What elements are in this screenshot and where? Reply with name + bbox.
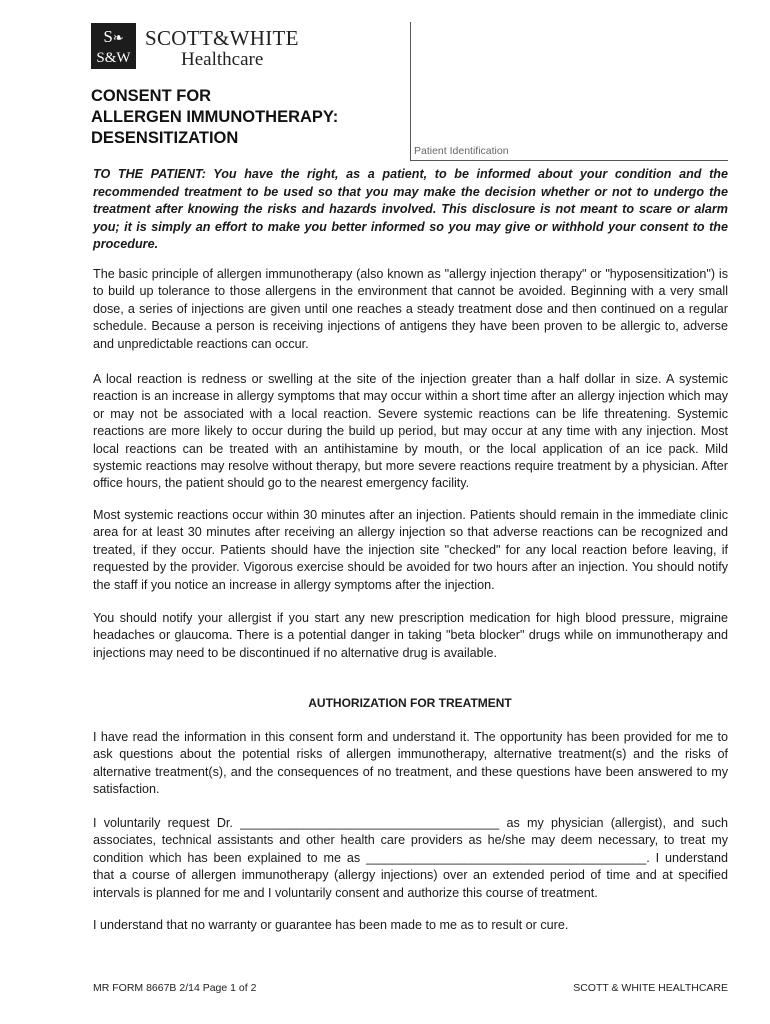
- authorization-paragraph-warranty: I understand that no warranty or guarantee has been made to me as to result or cure.: [93, 918, 569, 932]
- logo-mark: S❧ S&W: [91, 23, 136, 69]
- intro-paragraph: TO THE PATIENT: You have the right, as a patient, to be informed about your condition and the recommended treatment to be used so that you may make the decision whether or not to undergo the treatment after knowing the risks and hazards involved. This disclosure is not meant to scare or alarm you; it is simply an effort to make you better informed so you may give or withhold your consent to the procedure.: [93, 167, 728, 252]
- org-sub: Healthcare: [181, 49, 264, 70]
- logo-mark-text: S&W: [96, 50, 131, 66]
- patient-id-box-border-left: [410, 22, 411, 160]
- paragraph-reactions: A local reaction is redness or swelling at the site of the injection greater than a half dollar in size. A systemic reaction is an increase in allergy symptoms that may occur within a short time after an allergy injection which may or may not be associated with a local reaction. Severe systemic reactions can be life threatening. Systemic reactions are more likely to occur during the build up period, but may occur at any time with any injection. Most local reactions can be treated with an antihistamine by mouth, or the local application of an ice pack. Mild systemic reactions may resolve without therapy, but more severe reactions require treatment by a physician. After office hours, the patient should go to the nearest emergency facility.: [93, 372, 728, 491]
- footer-org: SCOTT & WHITE HEALTHCARE: [573, 982, 728, 994]
- patient-id-box-border-bottom: [410, 160, 728, 161]
- title-line-2: ALLERGEN IMMUNOTHERAPY:: [91, 108, 339, 126]
- paragraph-medications: You should notify your allergist if you start any new prescription medication for high blood pressure, migraine headaches or glaucoma. There is a potential danger in taking "beta blocker" drugs while on immunotherapy and injections may need to be discontinued if no alternative drug is available.: [93, 611, 728, 660]
- title-line-3: DESENSITIZATION: [91, 129, 239, 147]
- org-name: SCOTT&WHITE: [145, 26, 299, 50]
- authorization-paragraph-request: I voluntarily request Dr. _____________________________________ as my physician (allergist), and such associates, technical assistants and other health care providers as he/she may deem necessary, to treat my condition which has been explained to me as ________________________________________. I understand that a course of allergen immunotherapy (allergy injections) over an extended period of time and at specified intervals is planned for me and I voluntarily consent and authorize this course of treatment.: [93, 816, 728, 900]
- authorization-paragraph-read: I have read the information in this consent form and understand it. The opportunity has been provided for me to ask questions about the potential risks of allergen immunotherapy, alternative treatment(s) and the risks of alternative treatment(s), and the consequences of no treatment, and these questions have been answered to my satisfaction.: [93, 730, 728, 797]
- title-line-1: CONSENT FOR: [91, 87, 212, 105]
- form-title: [91, 86, 391, 149]
- footer-form-id: MR FORM 8667B 2/14 Page 1 of 2: [93, 982, 257, 994]
- authorization-heading: AUTHORIZATION FOR TREATMENT: [308, 696, 512, 710]
- paragraph-principle: The basic principle of allergen immunotherapy (also known as "allergy injection therapy" or "hyposensitization") is to build up tolerance to those allergens in the environment that cannot be avoided. Beginning with a very small dose, a series of injections are given until one reaches a steady treatment dose and then continued on a regular schedule. Because a person is receiving injections of antigens they have been proven to be allergic to, adverse and unpredictable reactions can occur.: [93, 267, 728, 351]
- patient-id-label: Patient Identification: [414, 145, 509, 157]
- paragraph-timing: Most systemic reactions occur within 30 minutes after an injection. Patients should remain in the immediate clinic area for at least 30 minutes after receiving an allergy injection so that adverse reactions can be recognized and treated, if they occur. Patients should have the injection site "checked" for any local reaction before leaving, if requested by the provider. Vigorous exercise should be avoided for two hours after an injection. You should notify the staff if you notice an increase in allergy symptoms after the injection.: [93, 508, 728, 592]
- logo: [91, 23, 321, 73]
